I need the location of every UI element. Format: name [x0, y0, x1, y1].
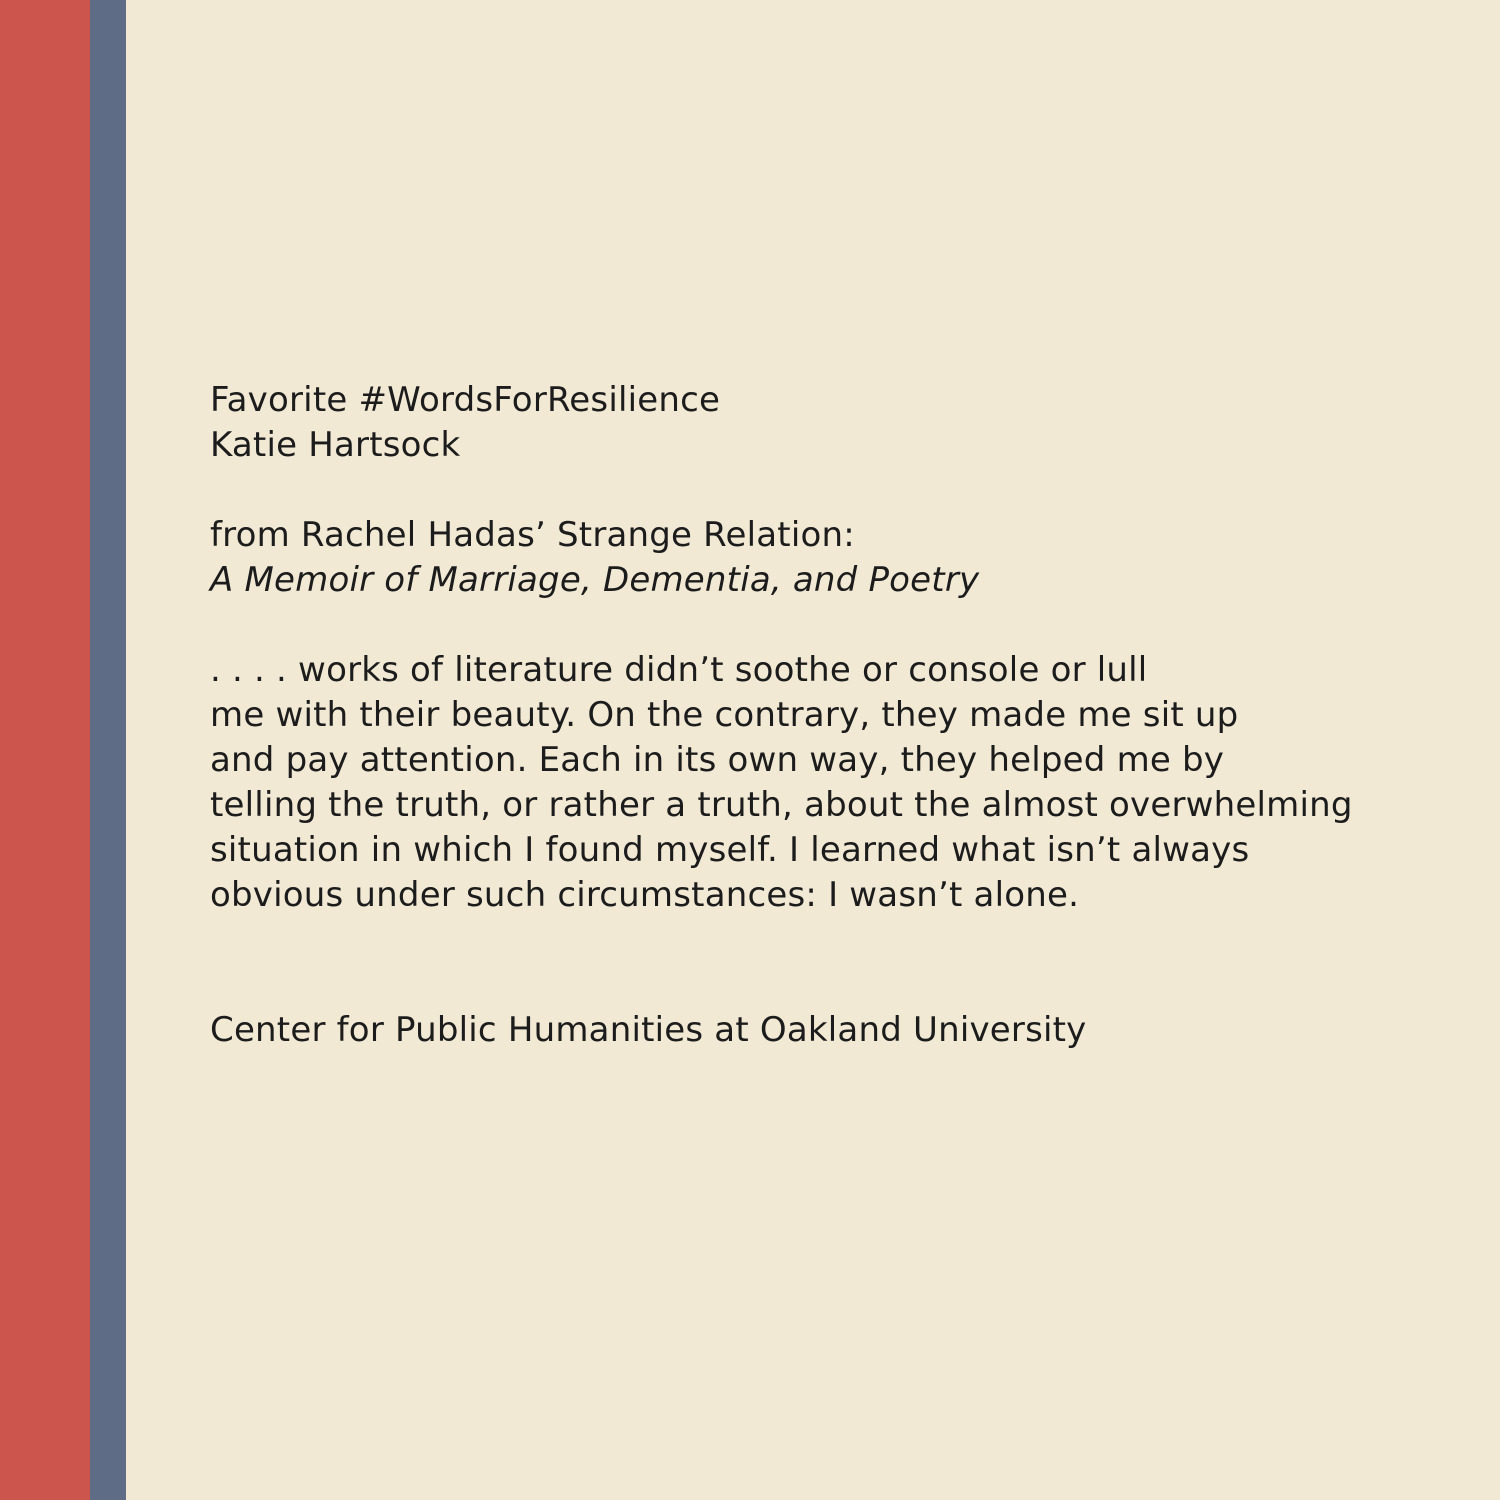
source-line: from Rachel Hadas’ Strange Relation: — [210, 515, 855, 555]
quote-line: situation in which I found myself. I learned what isn’t always — [210, 830, 1250, 870]
quote-line: obvious under such circumstances: I wasn’t alone. — [210, 875, 1080, 915]
post-title: Favorite #WordsForResilience — [210, 380, 721, 420]
quote-line: . . . . works of literature didn’t soothe or console or lull — [210, 650, 1148, 690]
blue-stripe — [90, 0, 126, 1500]
spacer — [210, 603, 1440, 648]
spacer — [210, 468, 1440, 513]
post-author: Katie Hartsock — [210, 425, 461, 465]
quote-line: me with their beauty. On the contrary, they made me sit up — [210, 695, 1239, 735]
source-subtitle: A Memoir of Marriage, Dementia, and Poetry — [210, 560, 980, 600]
post-content — [210, 378, 1440, 1053]
footer-credit: Center for Public Humanities at Oakland University — [210, 1010, 1087, 1050]
quote-line: and pay attention. Each in its own way, they helped me by — [210, 740, 1225, 780]
red-stripe — [0, 0, 90, 1500]
spacer — [210, 918, 1440, 1008]
quote-line: telling the truth, or rather a truth, about the almost overwhelming — [210, 785, 1353, 825]
